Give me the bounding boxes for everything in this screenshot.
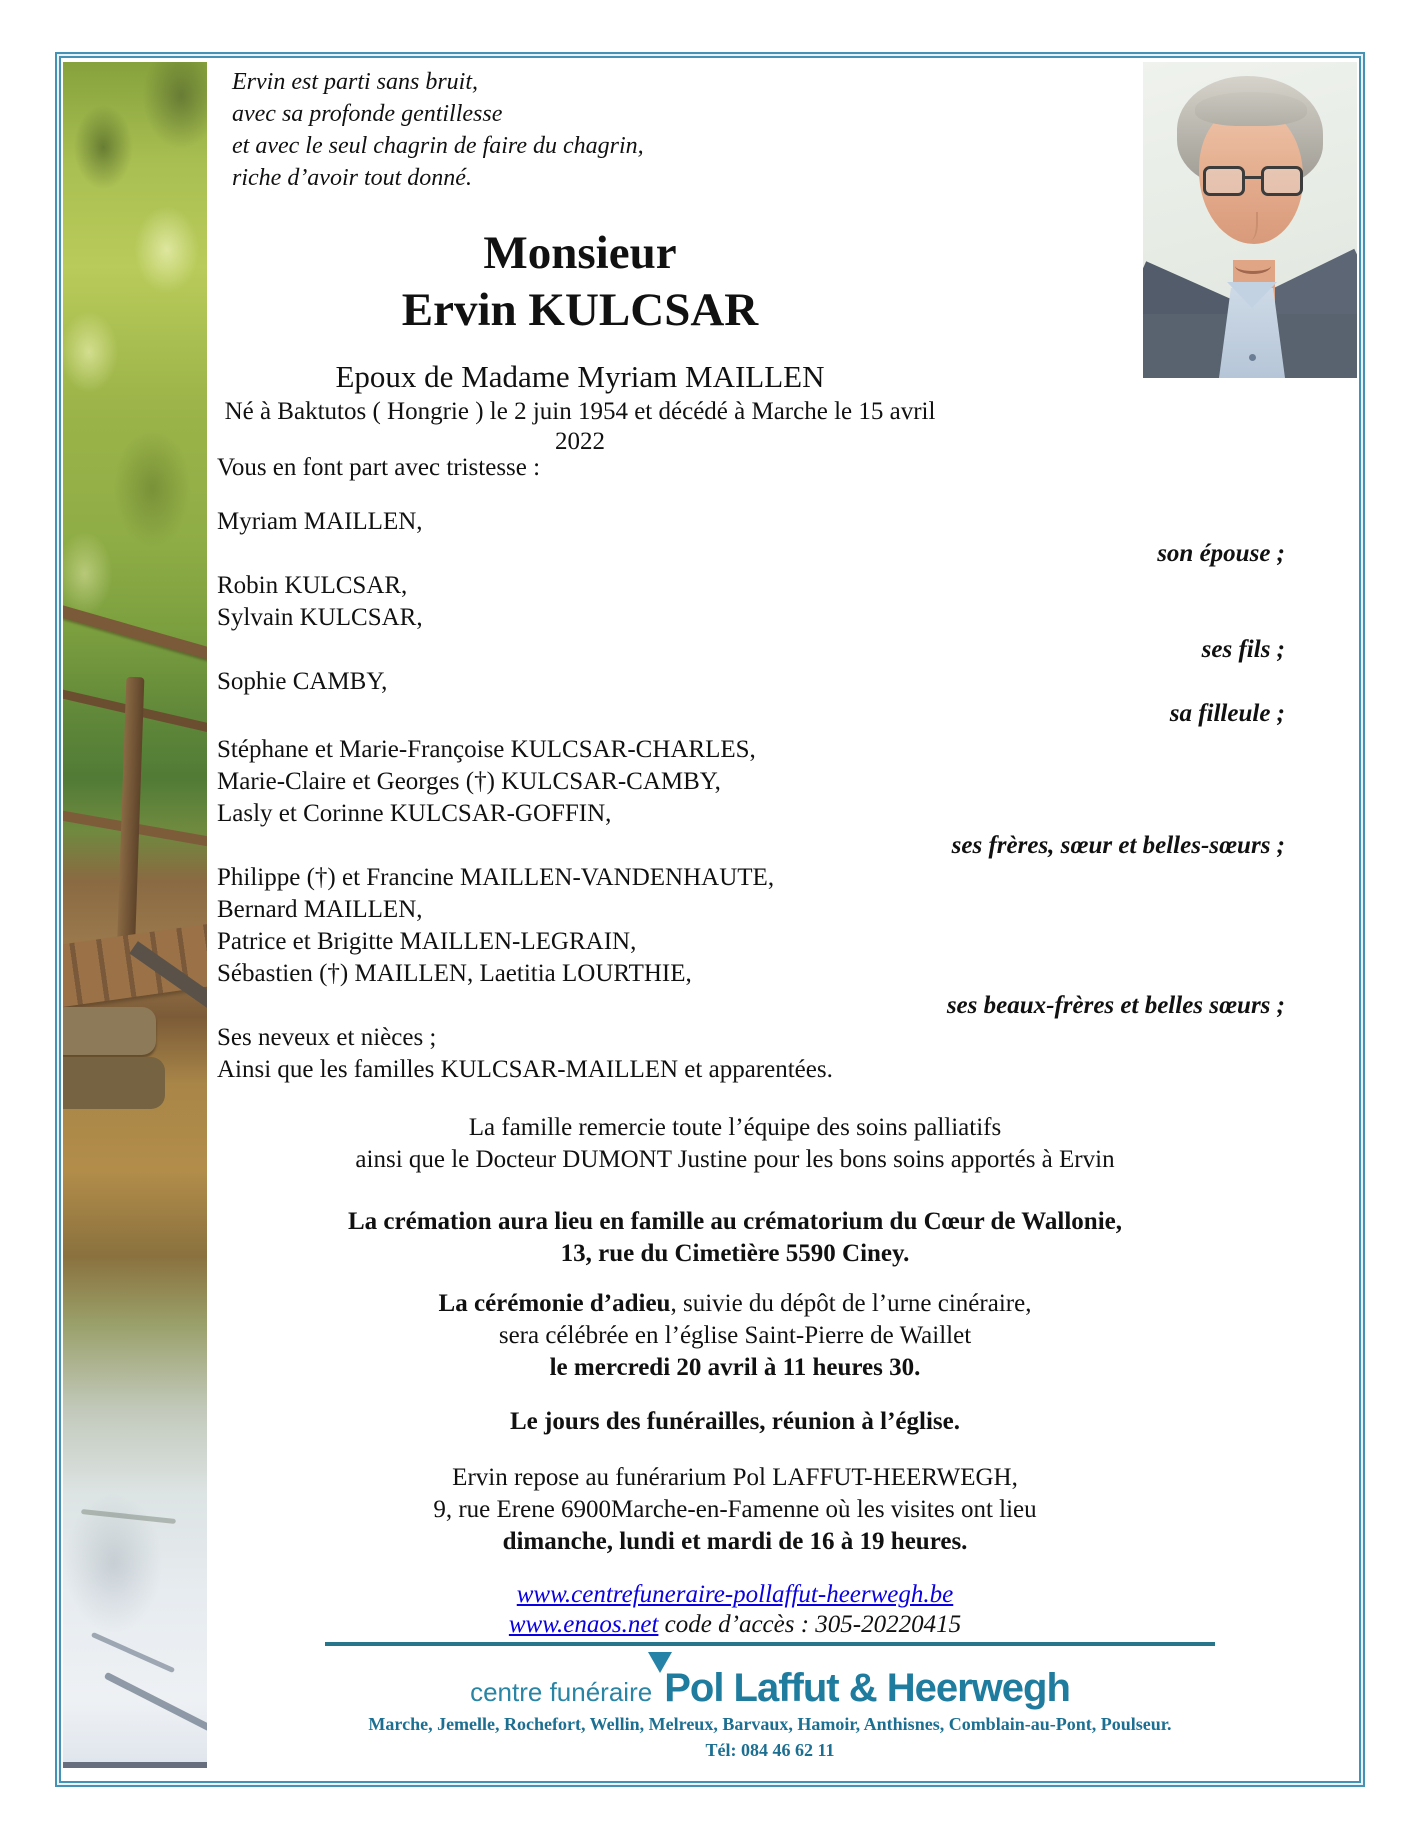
footer-divider [325, 1642, 1215, 1646]
ceremony-date-line: le mercredi 20 avril à 11 heures 30. [549, 1354, 921, 1381]
poem-line: avec sa profonde gentillesse [232, 101, 503, 127]
family-line: Lasly et Corinne KULCSAR-GOFFIN, [217, 800, 612, 827]
portrait-shirt-button [1249, 354, 1256, 361]
announcement-body [217, 452, 1357, 1640]
relation-label: sa filleule ; [1169, 700, 1285, 727]
repose-line: 9, rue Erene 6900Marche-en-Famenne où les visites ont lieu [433, 1496, 1037, 1523]
family-line: Bernard MAILLEN, [217, 896, 423, 923]
portrait-smile [1235, 258, 1271, 274]
enaos-website-link[interactable]: www.enaos.net [508, 1611, 659, 1638]
water-reflection [91, 1632, 175, 1673]
thanks-line: La famille remercie toute l’équipe des soins palliatifs [468, 1114, 1002, 1141]
website-line [217, 1580, 1253, 1610]
water-reflection [81, 1509, 176, 1524]
title-block [217, 225, 943, 455]
portrait-glasses-bridge [1245, 176, 1261, 179]
bridge-nature-photo [63, 62, 207, 1768]
birth-death-line: Né à Baktutos ( Hongrie ) le 2 juin 1954 et décédé à Marche le 15 avril 2022 [224, 398, 936, 455]
ceremony-line: sera célébrée en l’église Saint-Pierre de Waillet [498, 1322, 972, 1349]
stone-step [63, 1057, 165, 1109]
funeral-home-website-link[interactable]: www.centrefuneraire-pollaffut-heerwegh.be [516, 1581, 954, 1608]
closing-line: Ainsi que les familles KULCSAR-MAILLEN et apparentées. [217, 1056, 833, 1083]
branch-towns-line: Marche, Jemelle, Rochefort, Wellin, Melreux, Barvaux, Hamoir, Anthisnes, Comblain-au-Pont, Poulseur. [368, 1714, 1172, 1734]
family-line: Patrice et Brigitte MAILLEN-LEGRAIN, [217, 928, 637, 955]
poem-line: et avec le seul chagrin de faire du chagrin, [232, 133, 644, 159]
funeral-home-logo [217, 1666, 1323, 1711]
portrait-hair-fringe [1195, 92, 1307, 126]
closing-line: Ses neveux et nièces ; [217, 1024, 437, 1051]
thanks-line: ainsi que le Docteur DUMONT Justine pour les bons soins apportés à Ervin [355, 1146, 1115, 1173]
family-line: Sébastien (†) MAILLEN, Laetitia LOURTHIE, [217, 960, 692, 987]
access-code-text: code d’accès : 305-20220415 [658, 1611, 962, 1638]
ceremony-lead: La cérémonie d’adieu [438, 1290, 671, 1317]
portrait-glasses-lens [1261, 166, 1303, 196]
bridge-railing [63, 602, 207, 665]
deceased-portrait-photo [1143, 62, 1357, 378]
poem-line: Ervin est parti sans bruit, [232, 69, 479, 95]
family-line: Philippe (†) et Francine MAILLEN-VANDENHAUTE, [217, 864, 775, 891]
cremation-line: 13, rue du Cimetière 5590 Ciney. [560, 1240, 910, 1267]
relation-label: ses fils ; [1201, 636, 1285, 663]
family-line: Myriam MAILLEN, [217, 508, 423, 535]
repose-hours-line: dimanche, lundi et mardi de 16 à 19 heures. [502, 1528, 968, 1555]
relation-label: son épouse ; [1157, 540, 1285, 567]
repose-line: Ervin repose au funérarium Pol LAFFUT-HEERWEGH, [452, 1464, 1018, 1491]
poem-line: riche d’avoir tout donné. [232, 165, 472, 191]
civility-title: Monsieur [483, 227, 677, 279]
phone-line: Tél: 084 46 62 11 [705, 1740, 835, 1760]
brand-name: Pol Laffut & Heerwegh [664, 1666, 1070, 1710]
cremation-line: La crémation aura lieu en famille au crématorium du Cœur de Wallonie, [347, 1208, 1123, 1235]
bridge-deck [63, 922, 207, 1008]
family-line: Sylvain KULCSAR, [217, 604, 423, 631]
family-line: Sophie CAMBY, [217, 668, 388, 695]
stone-step [63, 1007, 156, 1055]
funeral-day-line: Le jours des funérailles, réunion à l’église. [510, 1408, 960, 1435]
deceased-name: Ervin KULCSAR [401, 284, 759, 336]
family-line: Marie-Claire et Georges (†) KULCSAR-CAMBY, [217, 768, 721, 795]
portrait-glasses-lens [1203, 166, 1245, 196]
photo-edge [63, 1762, 207, 1768]
brand-prefix: centre funéraire [470, 1677, 653, 1707]
memorial-poem [232, 66, 644, 194]
relation-label: ses beaux-frères et belles sœurs ; [946, 992, 1285, 1019]
water-reflection [104, 1672, 207, 1740]
enaos-line [217, 1610, 1253, 1640]
family-line: Robin KULCSAR, [217, 572, 408, 599]
spouse-line: Epoux de Madame Myriam MAILLEN [335, 359, 825, 394]
portrait-glasses [1203, 166, 1303, 200]
intro-line: Vous en font part avec tristesse : [217, 454, 541, 481]
relation-label: ses frères, sœur et belles-sœurs ; [951, 832, 1285, 859]
family-line: Stéphane et Marie-Françoise KULCSAR-CHARLES, [217, 736, 756, 763]
ceremony-lead-rest: , suivie du dépôt de l’urne cinéraire, [670, 1290, 1032, 1317]
ceremony-line [217, 1288, 1253, 1320]
